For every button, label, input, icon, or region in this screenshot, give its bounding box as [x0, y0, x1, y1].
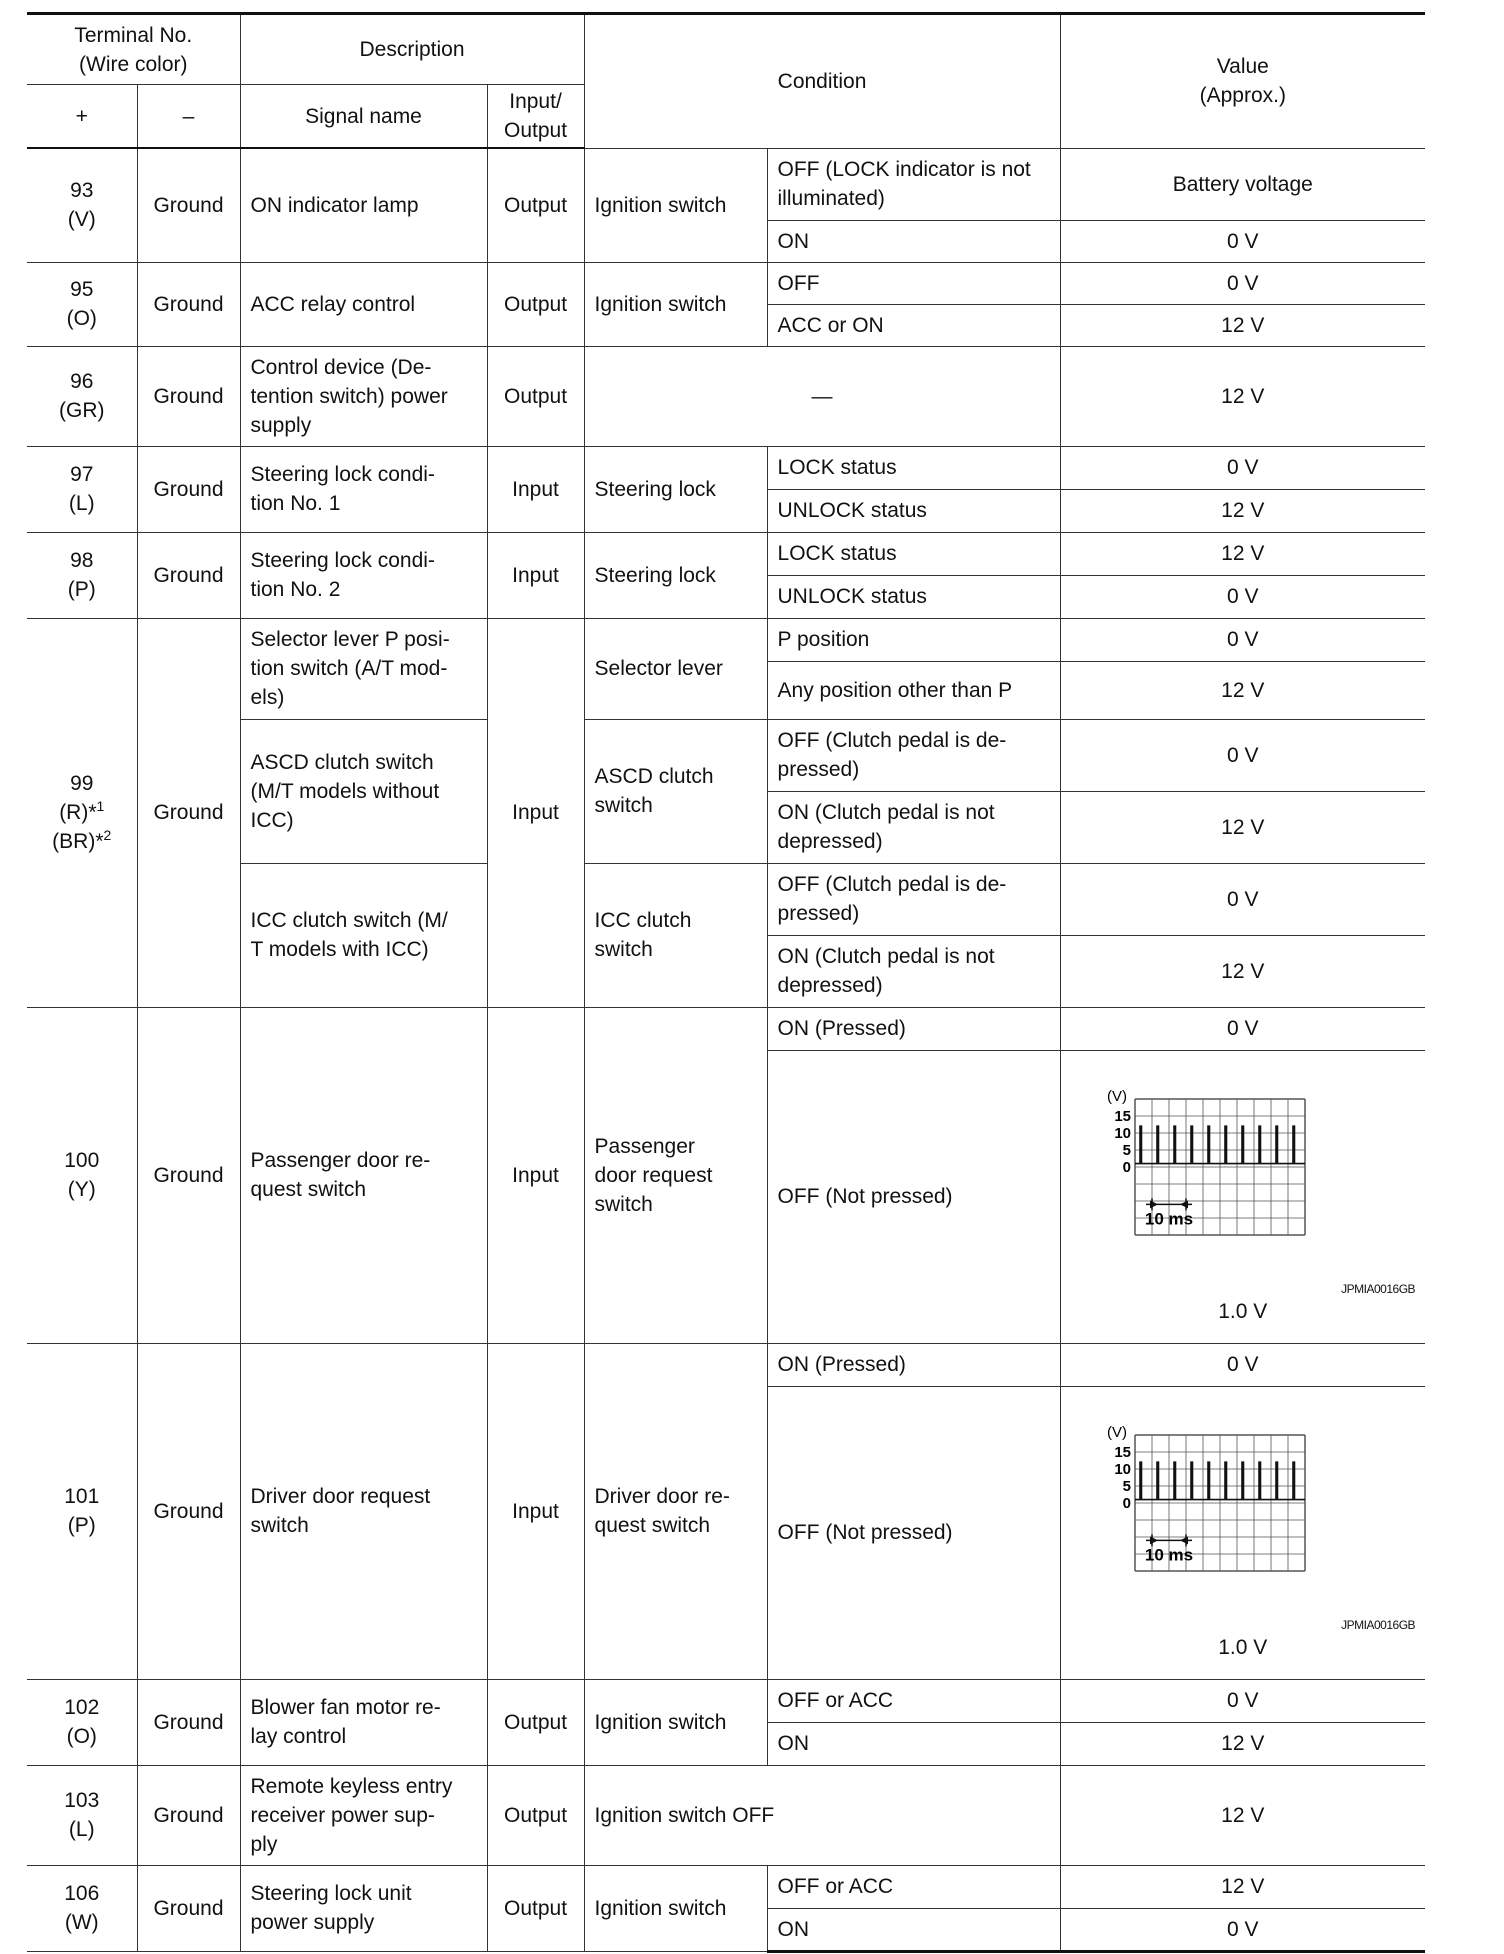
condition-cell: ON — [767, 1722, 1060, 1765]
value-cell: 0 V — [1060, 863, 1425, 935]
io-cell: Output — [487, 346, 584, 446]
value-cell: 0 V — [1060, 575, 1425, 618]
condition-cell: ON (Pressed) — [767, 1007, 1060, 1050]
terminal-cell: 101 (P) — [27, 1343, 137, 1679]
signal-name-cell: Passenger door re- quest switch — [240, 1007, 487, 1343]
table-row — [27, 346, 1425, 446]
value-cell: Battery voltage — [1060, 148, 1425, 220]
value-cell — [1060, 1050, 1425, 1343]
signal-name-cell: Steering lock condi- tion No. 1 — [240, 446, 487, 532]
value-cell: 12 V — [1060, 1722, 1425, 1765]
table-row — [27, 148, 1425, 220]
signal-name-cell: ON indicator lamp — [240, 148, 487, 262]
condition-cell: OFF (Not pressed) — [767, 1386, 1060, 1679]
condition-cell: OFF (Clutch pedal is de- pressed) — [767, 719, 1060, 791]
figure-code: JPMIA0016GB — [1341, 1617, 1416, 1632]
condition-group-cell: — — [584, 346, 1060, 446]
io-cell: Output — [487, 148, 584, 262]
table-row — [27, 262, 1425, 304]
condition-cell: OFF — [767, 262, 1060, 304]
y-tick-label: 10 — [1113, 1124, 1131, 1142]
terminal-cell: 96 (GR) — [27, 346, 137, 446]
io-cell: Output — [487, 1765, 584, 1865]
y-tick-label: 10 — [1113, 1460, 1131, 1478]
value-cell: 12 V — [1060, 1865, 1425, 1908]
ground-cell: Ground — [137, 618, 240, 1007]
ground-cell: Ground — [137, 346, 240, 446]
condition-cell: ON (Clutch pedal is not depressed) — [767, 935, 1060, 1007]
condition-cell: UNLOCK status — [767, 489, 1060, 532]
condition-group-cell: Ignition switch — [584, 1865, 767, 1951]
time-scale-label: 10 ms — [1144, 1544, 1193, 1564]
ground-cell: Ground — [137, 262, 240, 346]
value-cell: 0 V — [1060, 1007, 1425, 1050]
condition-cell: OFF (Clutch pedal is de- pressed) — [767, 863, 1060, 935]
condition-group-cell: Steering lock — [584, 532, 767, 618]
signal-name-cell: Selector lever P posi- tion switch (A/T mod- els) — [240, 618, 487, 719]
table-row — [27, 446, 1425, 489]
header-condition: Condition — [584, 14, 1060, 149]
value-cell: 0 V — [1060, 618, 1425, 661]
terminal-cell: 100 (Y) — [27, 1007, 137, 1343]
ground-cell: Ground — [137, 446, 240, 532]
signal-name-cell: ASCD clutch switch (M/T models without ICC) — [240, 719, 487, 863]
value-cell: 0 V — [1060, 1908, 1425, 1951]
value-cell: 0 V — [1060, 220, 1425, 262]
y-tick-label: 15 — [1113, 1443, 1131, 1461]
table-row — [27, 532, 1425, 575]
time-marker-arrow — [1150, 1200, 1158, 1208]
value-cell: 12 V — [1060, 346, 1425, 446]
value-cell — [1060, 1386, 1425, 1679]
waveform-value: 1.0 V — [1218, 1635, 1268, 1659]
io-cell: Input — [487, 618, 584, 1007]
value-cell: 12 V — [1060, 304, 1425, 346]
io-cell: Output — [487, 1679, 584, 1765]
value-cell: 0 V — [1060, 1679, 1425, 1722]
table-row — [27, 1765, 1425, 1865]
header-value: Value (Approx.) — [1060, 14, 1425, 149]
waveform-chart — [1105, 1089, 1355, 1269]
condition-group-cell: Ignition switch — [584, 148, 767, 262]
condition-group-cell: Selector lever — [584, 618, 767, 719]
signal-name-cell: Steering lock unit power supply — [240, 1865, 487, 1951]
signal-name-cell: Driver door request switch — [240, 1343, 487, 1679]
terminal-cell — [27, 618, 137, 1007]
condition-cell: ON (Pressed) — [767, 1343, 1060, 1386]
terminal-cell: 97 (L) — [27, 446, 137, 532]
condition-group-cell: Ignition switch — [584, 262, 767, 346]
condition-cell: ON — [767, 220, 1060, 262]
value-cell: 12 V — [1060, 791, 1425, 863]
terminal-cell: 106 (W) — [27, 1865, 137, 1951]
value-cell: 12 V — [1060, 661, 1425, 719]
value-cell: 12 V — [1060, 532, 1425, 575]
table-row — [27, 1865, 1425, 1908]
time-marker-arrow — [1180, 1200, 1188, 1208]
condition-group-cell: Ignition switch — [584, 1679, 767, 1765]
condition-group-cell: Passenger door request switch — [584, 1007, 767, 1343]
condition-cell: OFF or ACC — [767, 1679, 1060, 1722]
value-cell: 0 V — [1060, 719, 1425, 791]
value-cell: 0 V — [1060, 262, 1425, 304]
condition-cell: LOCK status — [767, 446, 1060, 489]
value-cell: 12 V — [1060, 1765, 1425, 1865]
header-minus: – — [137, 85, 240, 149]
header-terminal-no: Terminal No. (Wire color) — [27, 14, 240, 85]
time-scale-label: 10 ms — [1144, 1208, 1193, 1228]
terminal-cell: 103 (L) — [27, 1765, 137, 1865]
io-cell: Input — [487, 1007, 584, 1343]
io-cell: Input — [487, 1343, 584, 1679]
condition-cell: ON (Clutch pedal is not depressed) — [767, 791, 1060, 863]
signal-name-cell: ACC relay control — [240, 262, 487, 346]
condition-cell: ACC or ON — [767, 304, 1060, 346]
value-cell: 12 V — [1060, 935, 1425, 1007]
y-tick-label: 15 — [1113, 1107, 1131, 1125]
value-cell: 12 V — [1060, 489, 1425, 532]
time-marker-arrow — [1180, 1536, 1188, 1544]
condition-cell: LOCK status — [767, 532, 1060, 575]
condition-cell: UNLOCK status — [767, 575, 1060, 618]
condition-cell: OFF (LOCK indicator is not illuminated) — [767, 148, 1060, 220]
terminal-table — [27, 12, 1425, 1953]
terminal-number: 99 — [70, 772, 94, 795]
waveform-value: 1.0 V — [1218, 1299, 1268, 1323]
signal-name-cell: Blower fan motor re- lay control — [240, 1679, 487, 1765]
figure-code: JPMIA0016GB — [1341, 1281, 1416, 1296]
terminal-cell: 93 (V) — [27, 148, 137, 262]
ground-cell: Ground — [137, 1679, 240, 1765]
ground-cell: Ground — [137, 1865, 240, 1951]
header-plus: + — [27, 85, 137, 149]
terminal-cell: 98 (P) — [27, 532, 137, 618]
ground-cell: Ground — [137, 1343, 240, 1679]
ground-cell: Ground — [137, 1007, 240, 1343]
y-tick-label: 5 — [1122, 1141, 1131, 1159]
condition-group-cell: ASCD clutch switch — [584, 719, 767, 863]
io-cell: Output — [487, 1865, 584, 1951]
ground-cell: Ground — [137, 148, 240, 262]
signal-name-cell: ICC clutch switch (M/ T models with ICC) — [240, 863, 487, 1007]
header-signal-name: Signal name — [240, 85, 487, 149]
y-tick-label: 0 — [1122, 1158, 1131, 1176]
condition-group-cell: Steering lock — [584, 446, 767, 532]
time-marker-arrow — [1150, 1536, 1158, 1544]
condition-group-cell: ICC clutch switch — [584, 863, 767, 1007]
signal-name-cell: Remote keyless entry receiver power sup- ply — [240, 1765, 487, 1865]
y-unit-label: (V) — [1106, 1088, 1127, 1105]
signal-name-cell: Steering lock condi- tion No. 2 — [240, 532, 487, 618]
terminal-cell: 102 (O) — [27, 1679, 137, 1765]
condition-cell: OFF or ACC — [767, 1865, 1060, 1908]
terminal-cell: 95 (O) — [27, 262, 137, 346]
terminal-wire-color-2: (BR)*$^2$ — [52, 827, 112, 853]
ground-cell: Ground — [137, 1765, 240, 1865]
ground-cell: Ground — [137, 532, 240, 618]
header-description: Description — [240, 14, 584, 85]
value-cell: 0 V — [1060, 1343, 1425, 1386]
y-unit-label: (V) — [1106, 1424, 1127, 1441]
io-cell: Output — [487, 262, 584, 346]
y-tick-label: 5 — [1122, 1477, 1131, 1495]
condition-cell: OFF (Not pressed) — [767, 1050, 1060, 1343]
y-tick-label: 0 — [1122, 1494, 1131, 1512]
terminal-wire-color-1: (R)*$^1$ — [59, 798, 105, 824]
condition-cell: Any position other than P — [767, 661, 1060, 719]
condition-cell: ON — [767, 1908, 1060, 1951]
signal-name-cell: Control device (De- tention switch) power supply — [240, 346, 487, 446]
condition-group-cell: Driver door re- quest switch — [584, 1343, 767, 1679]
io-cell: Input — [487, 446, 584, 532]
condition-group-cell: Ignition switch OFF — [584, 1765, 1060, 1865]
io-cell: Input — [487, 532, 584, 618]
table-row — [27, 1679, 1425, 1722]
table-row — [27, 618, 1425, 661]
value-cell: 0 V — [1060, 446, 1425, 489]
waveform-chart — [1105, 1425, 1355, 1605]
header-io: Input/ Output — [487, 85, 584, 149]
table-row — [27, 1007, 1425, 1050]
condition-cell: P position — [767, 618, 1060, 661]
table-row — [27, 1343, 1425, 1386]
